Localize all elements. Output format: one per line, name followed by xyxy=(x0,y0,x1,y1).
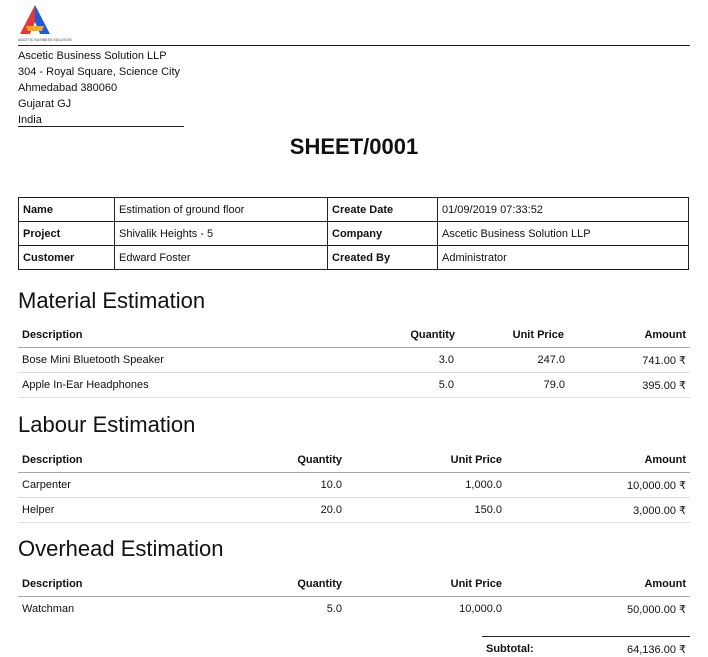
description-cell: Watchman xyxy=(22,603,75,615)
table-row xyxy=(18,373,690,398)
overhead-table xyxy=(18,571,690,621)
created-by-value: Administrator xyxy=(438,246,689,270)
subtotal-value: 64,136.00 ₹ xyxy=(627,644,686,656)
material-header-row xyxy=(18,322,690,348)
created-by-label: Created By xyxy=(328,246,438,270)
table-row xyxy=(18,597,690,622)
unit-price-cell: 247.0 xyxy=(458,348,590,373)
unit-price-header: Unit Price xyxy=(346,571,506,597)
table-row xyxy=(18,348,690,373)
amount-header: Amount xyxy=(590,322,690,348)
company-value: Ascetic Business Solution LLP xyxy=(438,222,689,246)
description-cell: Helper xyxy=(18,498,238,523)
amount-header: Amount xyxy=(506,447,690,473)
description-cell: Apple In-Ear Headphones xyxy=(18,373,358,398)
logo-text: ASCETIC BUSINESS SOLUTION xyxy=(18,38,72,42)
quantity-header: Quantity xyxy=(238,571,346,597)
unit-price-header: Unit Price xyxy=(458,322,590,348)
logo-mark-icon xyxy=(18,4,52,36)
overhead-header-row xyxy=(18,571,690,597)
company-logo xyxy=(18,4,74,44)
address-divider xyxy=(18,126,184,127)
customer-value: Edward Foster xyxy=(115,246,328,270)
unit-price-cell: 10,000.0 xyxy=(459,603,502,615)
project-label: Project xyxy=(19,222,115,246)
quantity-cell: 3.0 xyxy=(358,348,458,373)
address-line: Ascetic Business Solution LLP xyxy=(18,50,167,62)
create-date-label: Create Date xyxy=(328,198,438,222)
info-row xyxy=(19,198,689,222)
create-date-value: 01/09/2019 07:33:52 xyxy=(438,198,689,222)
subtotal-row xyxy=(482,636,690,656)
subtotal-label: Subtotal: xyxy=(486,643,534,655)
description-header: Description xyxy=(18,571,238,597)
description-cell: Carpenter xyxy=(18,473,238,498)
labour-header-row xyxy=(18,447,690,473)
address-line: Ahmedabad 380060 xyxy=(18,82,118,94)
material-section-title: Material Estimation xyxy=(18,288,206,313)
description-header: Description xyxy=(18,322,358,348)
quantity-header: Quantity xyxy=(358,322,458,348)
labour-table xyxy=(18,447,690,523)
info-row xyxy=(19,246,689,270)
amount-header: Amount xyxy=(506,571,690,597)
amount-cell: 395.00 ₹ xyxy=(590,373,690,398)
address-line: India xyxy=(18,114,42,126)
address-line: 304 - Royal Square, Science City xyxy=(18,66,181,78)
table-row xyxy=(18,498,690,523)
address-line: Gujarat GJ xyxy=(18,98,72,110)
material-table xyxy=(18,322,690,398)
overhead-section-title: Overhead Estimation xyxy=(18,536,224,561)
unit-price-header: Unit Price xyxy=(346,447,506,473)
info-table xyxy=(18,197,689,270)
unit-price-cell: 1,000.0 xyxy=(346,473,506,498)
header-divider xyxy=(18,45,690,46)
sheet-title: SHEET/0001 xyxy=(289,134,419,159)
unit-price-cell: 150.0 xyxy=(346,498,506,523)
company-address xyxy=(18,48,180,128)
project-value: Shivalik Heights - 5 xyxy=(115,222,328,246)
quantity-cell: 10.0 xyxy=(238,473,346,498)
quantity-cell: 5.0 xyxy=(326,603,342,615)
quantity-header: Quantity xyxy=(238,447,346,473)
unit-price-cell: 79.0 xyxy=(458,373,590,398)
labour-section-title: Labour Estimation xyxy=(18,412,196,437)
amount-cell: 741.00 ₹ xyxy=(590,348,690,373)
name-value: Estimation of ground floor xyxy=(115,198,328,222)
name-label: Name xyxy=(19,198,115,222)
table-row xyxy=(18,473,690,498)
company-label: Company xyxy=(328,222,438,246)
amount-cell: 3,000.00 ₹ xyxy=(506,498,690,523)
info-row xyxy=(19,222,689,246)
description-cell: Bose Mini Bluetooth Speaker xyxy=(18,348,358,373)
quantity-cell: 5.0 xyxy=(358,373,458,398)
quantity-cell: 20.0 xyxy=(238,498,346,523)
amount-cell: 50,000.00 ₹ xyxy=(627,603,686,616)
amount-cell: 10,000.00 ₹ xyxy=(506,473,690,498)
customer-label: Customer xyxy=(19,246,115,270)
description-header: Description xyxy=(18,447,238,473)
